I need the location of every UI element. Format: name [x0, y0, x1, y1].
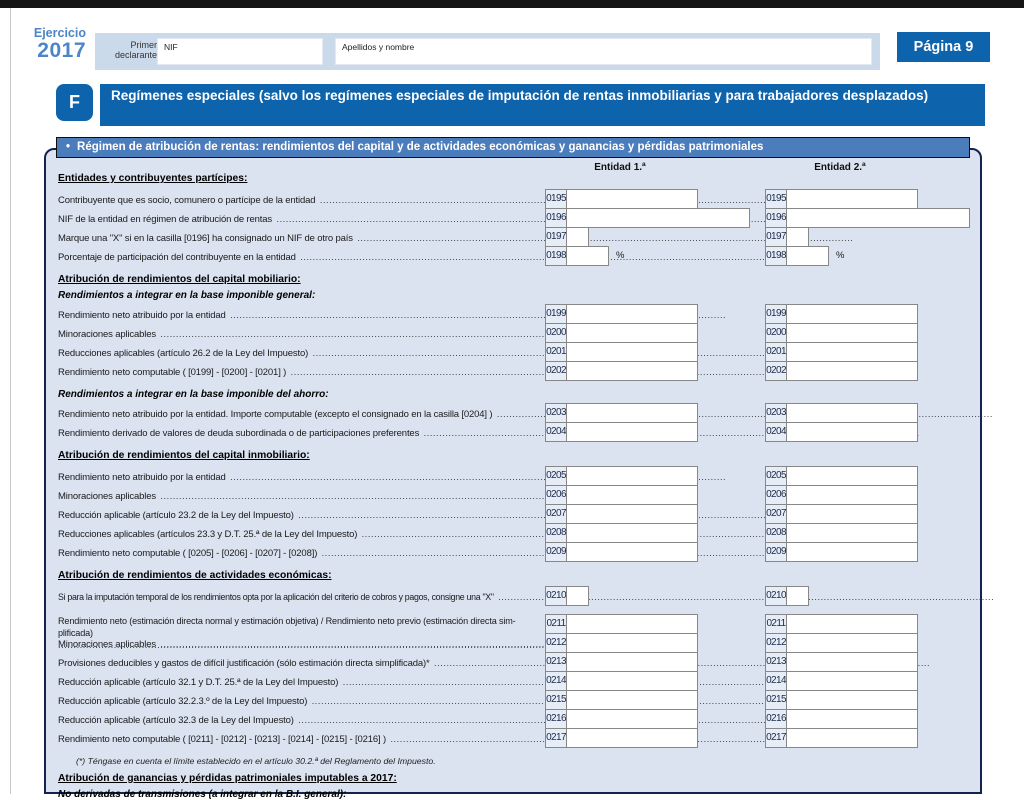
box-code-0198-entity2: 0198 [765, 246, 787, 266]
row-label-0201: Reducciones aplicables (artículo 26.2 de la Ley del Impuesto) [58, 348, 309, 359]
form-row-0210 [46, 586, 980, 606]
row-label-area-0208 [58, 523, 545, 543]
form-row-0198 [46, 246, 980, 266]
input-0197-entity2[interactable] [786, 227, 809, 247]
input-0200-entity2[interactable] [786, 323, 918, 343]
row-label-area-0209 [58, 542, 545, 562]
input-0212-entity1[interactable] [566, 633, 698, 653]
entity2-cell-0215 [765, 690, 918, 710]
box-code-0197-entity1: 0197 [545, 227, 567, 247]
subsection-heading: No derivadas de transmisiones (a integrar en la B.I. general): [58, 789, 347, 800]
subsection-heading: Rendimientos a integrar en la base imponible general: [58, 290, 316, 301]
row-label-0196: NIF de la entidad en régimen de atribución de rentas [58, 214, 273, 225]
row-label-area-0217 [58, 728, 545, 748]
box-code-0201-entity2: 0201 [765, 342, 787, 362]
input-0206-entity1[interactable] [566, 485, 698, 505]
box-code-0210-entity2: 0210 [765, 586, 787, 606]
box-code-0200-entity2: 0200 [765, 323, 787, 343]
row-label-area-0206 [58, 485, 545, 505]
box-code-0215-entity1: 0215 [545, 690, 567, 710]
row-label-0195: Contribuyente que es socio, comunero o partícipe de la entidad [58, 195, 316, 206]
row-label-0204: Rendimiento derivado de valores de deuda subordinada o de participaciones preferentes [58, 428, 420, 439]
input-0210-entity1[interactable] [566, 586, 589, 606]
section-heading: Atribución de rendimientos del capital inmobiliario: [58, 450, 310, 461]
box-code-0217-entity1: 0217 [545, 728, 567, 748]
input-0199-entity1[interactable] [566, 304, 698, 324]
box-code-0213-entity1: 0213 [545, 652, 567, 672]
entity1-cell-0201 [545, 342, 765, 362]
nif-field-label: NIF [164, 42, 178, 52]
input-0209-entity1[interactable] [566, 542, 698, 562]
box-code-0199-entity2: 0199 [765, 304, 787, 324]
input-0198-entity1[interactable] [566, 246, 609, 266]
input-0216-entity2[interactable] [786, 709, 918, 729]
row-label-0213: Provisiones deducibles y gastos de difícil justificación (sólo estimación directa simplificada)* [58, 658, 430, 669]
entity2-cell-0214 [765, 671, 918, 691]
entity2-cell-0198 [765, 246, 844, 266]
row-label-area-0210 [58, 586, 545, 606]
entity1-cell-0195 [545, 189, 765, 209]
input-0210-entity2[interactable] [786, 586, 809, 606]
input-0195-entity1[interactable] [566, 189, 698, 209]
row-label-0199: Rendimiento neto atribuido por la entidad [58, 310, 226, 321]
entity1-cell-0209 [545, 542, 765, 562]
entity1-cell-0203 [545, 403, 765, 423]
input-0207-entity1[interactable] [566, 504, 698, 524]
input-0201-entity2[interactable] [786, 342, 918, 362]
row-label-area-0200 [58, 323, 545, 343]
box-code-0195-entity2: 0195 [765, 189, 787, 209]
row-label-0212: Minoraciones aplicables [58, 639, 156, 650]
row-label-0210: Si para la imputación temporal de los rendimientos opta por la aplicación del criterio de cobros y pagos, consigne una "X" [58, 592, 494, 602]
row-label-area-0202 [58, 361, 545, 381]
input-0198-entity2[interactable] [786, 246, 829, 266]
box-code-0211-entity2: 0211 [765, 614, 787, 634]
column-header-entity1: Entidad 1.ª [594, 162, 646, 173]
entity1-cell-0197 [545, 227, 765, 247]
box-code-0217-entity2: 0217 [765, 728, 787, 748]
form-row-0216 [46, 709, 980, 729]
entity2-cell-0201 [765, 342, 918, 362]
box-code-0202-entity1: 0202 [545, 361, 567, 381]
ejercicio-label: Ejercicio [33, 26, 86, 40]
row-label-0207: Reducción aplicable (artículo 23.2 de la Ley del Impuesto) [58, 510, 294, 521]
input-0212-entity2[interactable] [786, 633, 918, 653]
input-0196-entity1[interactable] [566, 208, 750, 228]
section-title-bar: Regímenes especiales (salvo los regímenes especiales de imputación de rentas inmobiliarias y para trabajadores desplazados) [100, 84, 985, 126]
entity2-cell-0202 [765, 361, 918, 381]
row-label-0216: Reducción aplicable (artículo 32.3 de la Ley del Impuesto) [58, 715, 294, 726]
form-row-0213 [46, 652, 980, 672]
form-row-0195 [46, 189, 980, 209]
row-label-area-0197 [58, 227, 545, 247]
box-code-0207-entity1: 0207 [545, 504, 567, 524]
row-label-0205: Rendimiento neto atribuido por la entidad [58, 472, 226, 483]
form-row-0212 [46, 633, 980, 653]
row-label-0209: Rendimiento neto computable ( [0205] - [0206] - [0207] - [0208]) [58, 548, 318, 559]
row-label-0197: Marque una "X" si en la casilla [0196] ha consignado un NIF de otro país [58, 233, 353, 244]
form-row-0203 [46, 403, 980, 423]
row-label-area-0215 [58, 690, 545, 710]
input-0201-entity1[interactable] [566, 342, 698, 362]
suffix-0198-entity1: % [616, 250, 625, 261]
box-code-0212-entity2: 0212 [765, 633, 787, 653]
entity1-cell-0196 [545, 208, 765, 228]
entity1-cell-0198 [545, 246, 765, 266]
section-heading: Atribución de rendimientos de actividades económicas: [58, 570, 332, 581]
box-code-0206-entity2: 0206 [765, 485, 787, 505]
apellidos-field[interactable] [335, 38, 872, 65]
row-label-area-0201 [58, 342, 545, 362]
input-0217-entity1[interactable] [566, 728, 698, 748]
box-code-0198-entity1: 0198 [545, 246, 567, 266]
row-label-area-0195 [58, 189, 545, 209]
column-header-entity2: Entidad 2.ª [814, 162, 866, 173]
entity1-cell-0206 [545, 485, 765, 505]
section-heading: Atribución de ganancias y pérdidas patrimoniales imputables a 2017: [58, 773, 397, 784]
entity2-cell-0199 [765, 304, 918, 324]
row-label-area-0199 [58, 304, 545, 324]
row-label-0202: Rendimiento neto computable ( [0199] - [0200] - [0201] ) [58, 367, 287, 378]
page-number-badge: Página 9 [897, 32, 990, 62]
entity2-cell-0195 [765, 189, 918, 209]
entity1-cell-0210 [545, 586, 765, 606]
entity1-cell-0216 [545, 709, 765, 729]
form-row-0196 [46, 208, 980, 228]
input-0195-entity2[interactable] [786, 189, 918, 209]
box-code-0214-entity2: 0214 [765, 671, 787, 691]
entity2-cell-0210 [765, 586, 809, 606]
form-row-0201 [46, 342, 980, 362]
subsection-title-bar [56, 137, 970, 158]
input-0215-entity1[interactable] [566, 690, 698, 710]
form-row-0199 [46, 304, 980, 324]
box-code-0206-entity1: 0206 [545, 485, 567, 505]
form-row-0209 [46, 542, 980, 562]
input-0206-entity2[interactable] [786, 485, 918, 505]
box-code-0195-entity1: 0195 [545, 189, 567, 209]
input-0214-entity1[interactable] [566, 671, 698, 691]
box-code-0213-entity2: 0213 [765, 652, 787, 672]
entity2-cell-0197 [765, 227, 809, 247]
form-row-0204 [46, 422, 980, 442]
input-0203-entity1[interactable] [566, 403, 698, 423]
entity2-cell-0216 [765, 709, 918, 729]
box-code-0216-entity1: 0216 [545, 709, 567, 729]
section-letter-badge: F [56, 84, 93, 121]
input-0211-entity1[interactable] [566, 614, 698, 634]
row-label-0214: Reducción aplicable (artículo 32.1 y D.T. 25.ª de la Ley del Impuesto) [58, 677, 339, 688]
form-area [44, 148, 982, 800]
box-group [46, 189, 980, 266]
row-label-0208: Reducciones aplicables (artículos 23.3 y D.T. 25.ª de la Ley del Impuesto) [58, 529, 358, 540]
input-0205-entity1[interactable] [566, 466, 698, 486]
input-0196-entity2[interactable] [786, 208, 970, 228]
row-label-0211: Rendimiento neto (estimación directa normal y estimación objetiva) / Rendimiento neto previo (estimación directa sim- plificada) [58, 616, 516, 638]
bullet-icon: • [66, 141, 71, 153]
entity2-cell-0213 [765, 652, 918, 672]
form-row-0215 [46, 690, 980, 710]
box-code-0196-entity1: 0196 [545, 208, 567, 228]
box-group [46, 466, 980, 562]
row-label-area-0212 [58, 633, 545, 653]
entity1-cell-0211 [545, 614, 765, 634]
box-code-0208-entity2: 0208 [765, 523, 787, 543]
box-code-0197-entity2: 0197 [765, 227, 787, 247]
row-label-area-0207 [58, 504, 545, 524]
entity2-cell-0206 [765, 485, 918, 505]
form-row-0211 [46, 614, 980, 638]
input-0215-entity2[interactable] [786, 690, 918, 710]
input-0213-entity2[interactable] [786, 652, 918, 672]
box-code-0200-entity1: 0200 [545, 323, 567, 343]
entity2-cell-0205 [765, 466, 918, 486]
input-0202-entity1[interactable] [566, 361, 698, 381]
input-0208-entity1[interactable] [566, 523, 698, 543]
input-0203-entity2[interactable] [786, 403, 918, 423]
input-0204-entity2[interactable] [786, 422, 918, 442]
entity1-cell-0200 [545, 323, 765, 343]
input-0200-entity1[interactable] [566, 323, 698, 343]
box-group [46, 614, 980, 748]
form-row-0214 [46, 671, 980, 691]
box-code-0196-entity2: 0196 [765, 208, 787, 228]
apellidos-field-label: Apellidos y nombre [342, 42, 415, 52]
row-label-0203: Rendimiento neto atribuido por la entidad. Importe computable (excepto el consignado en la casilla [0204] ) [58, 409, 493, 420]
input-0202-entity2[interactable] [786, 361, 918, 381]
entity2-cell-0207 [765, 504, 918, 524]
row-label-area-0203 [58, 403, 545, 423]
entity2-cell-0203 [765, 403, 918, 423]
form-row-0202 [46, 361, 980, 381]
section-heading: Atribución de rendimientos del capital mobiliario: [58, 274, 301, 285]
row-label-area-0213 [58, 652, 545, 672]
input-0211-entity2[interactable] [786, 614, 918, 634]
entity2-cell-0200 [765, 323, 918, 343]
row-label-area-0204 [58, 422, 545, 442]
input-0217-entity2[interactable] [786, 728, 918, 748]
box-code-0209-entity2: 0209 [765, 542, 787, 562]
nif-field[interactable] [157, 38, 323, 65]
row-label-area-0214 [58, 671, 545, 691]
input-0209-entity2[interactable] [786, 542, 918, 562]
input-0197-entity1[interactable] [566, 227, 589, 247]
box-code-0204-entity2: 0204 [765, 422, 787, 442]
row-label-area-0196 [58, 208, 545, 228]
row-label-0206: Minoraciones aplicables [58, 491, 156, 502]
row-label-area-0216 [58, 709, 545, 729]
input-0216-entity1[interactable] [566, 709, 698, 729]
declarante-label: Primer declarante [114, 40, 157, 60]
entity2-cell-0204 [765, 422, 918, 442]
input-0199-entity2[interactable] [786, 304, 918, 324]
entity2-cell-0208 [765, 523, 918, 543]
entity1-cell-0205 [545, 466, 765, 486]
box-code-0208-entity1: 0208 [545, 523, 567, 543]
row-label-area-0205 [58, 466, 545, 486]
row-label-0215: Reducción aplicable (artículo 32.2.3.º de la Ley del Impuesto) [58, 696, 308, 707]
box-code-0207-entity2: 0207 [765, 504, 787, 524]
box-code-0210-entity1: 0210 [545, 586, 567, 606]
entity2-cell-0209 [765, 542, 918, 562]
form-row-0200 [46, 323, 980, 343]
entity1-cell-0214 [545, 671, 765, 691]
box-code-0214-entity1: 0214 [545, 671, 567, 691]
box-group [46, 304, 980, 381]
page-edge-line [10, 8, 11, 794]
entity2-cell-0217 [765, 728, 918, 748]
row-label-0200: Minoraciones aplicables [58, 329, 156, 340]
ejercicio-year: 2017 [37, 39, 86, 62]
row-label-0217: Rendimiento neto computable ( [0211] - [0212] - [0213] - [0214] - [0215] - [0216] ) [58, 734, 386, 745]
box-code-0204-entity1: 0204 [545, 422, 567, 442]
input-0213-entity1[interactable] [566, 652, 698, 672]
form-row-0208 [46, 523, 980, 543]
entity1-cell-0208 [545, 523, 765, 543]
entity1-cell-0199 [545, 304, 765, 324]
ejercicio-block [12, 27, 86, 62]
entity2-cell-0212 [765, 633, 918, 653]
box-code-0203-entity2: 0203 [765, 403, 787, 423]
box-code-0203-entity1: 0203 [545, 403, 567, 423]
input-0208-entity2[interactable] [786, 523, 918, 543]
form-row-0207 [46, 504, 980, 524]
declarante-strip [95, 33, 880, 70]
entity1-cell-0204 [545, 422, 765, 442]
entity2-cell-0211 [765, 614, 918, 634]
box-code-0205-entity2: 0205 [765, 466, 787, 486]
box-code-0201-entity1: 0201 [545, 342, 567, 362]
box-code-0212-entity1: 0212 [545, 633, 567, 653]
input-0205-entity2[interactable] [786, 466, 918, 486]
suffix-0198-entity2: % [836, 250, 845, 261]
subsection-title: Régimen de atribución de rentas: rendimientos del capital y de actividades económicas y ganancias y pérdidas patrimoniales [77, 141, 764, 153]
input-0204-entity1[interactable] [566, 422, 698, 442]
entity1-cell-0212 [545, 633, 765, 653]
form-row-0206 [46, 485, 980, 505]
entity2-cell-0196 [765, 208, 970, 228]
entity1-cell-0202 [545, 361, 765, 381]
input-0214-entity2[interactable] [786, 671, 918, 691]
box-code-0215-entity2: 0215 [765, 690, 787, 710]
box-code-0199-entity1: 0199 [545, 304, 567, 324]
row-label-area-0198 [58, 246, 545, 266]
form-row-0205 [46, 466, 980, 486]
input-0207-entity2[interactable] [786, 504, 918, 524]
footnote: (*) Téngase en cuenta el límite establecido en el artículo 30.2.ª del Reglamento del Impuesto. [76, 756, 436, 766]
box-code-0211-entity1: 0211 [545, 614, 567, 634]
box-code-0216-entity2: 0216 [765, 709, 787, 729]
entity1-cell-0207 [545, 504, 765, 524]
entity1-cell-0213 [545, 652, 765, 672]
form-content [46, 150, 980, 800]
box-group [46, 403, 980, 442]
section-heading: Entidades y contribuyentes partícipes: [58, 173, 248, 184]
row-label-0198: Porcentaje de participación del contribuyente en la entidad [58, 252, 296, 263]
row-label-area-0211 [58, 614, 545, 638]
form-row-0217 [46, 728, 980, 748]
entity1-cell-0215 [545, 690, 765, 710]
window-top-bar [0, 0, 1024, 8]
entity1-cell-0217 [545, 728, 765, 748]
form-row-0197 [46, 227, 980, 247]
subsection-heading: Rendimientos a integrar en la base imponible del ahorro: [58, 389, 329, 400]
box-code-0202-entity2: 0202 [765, 361, 787, 381]
box-group [46, 586, 980, 606]
box-code-0205-entity1: 0205 [545, 466, 567, 486]
box-code-0209-entity1: 0209 [545, 542, 567, 562]
